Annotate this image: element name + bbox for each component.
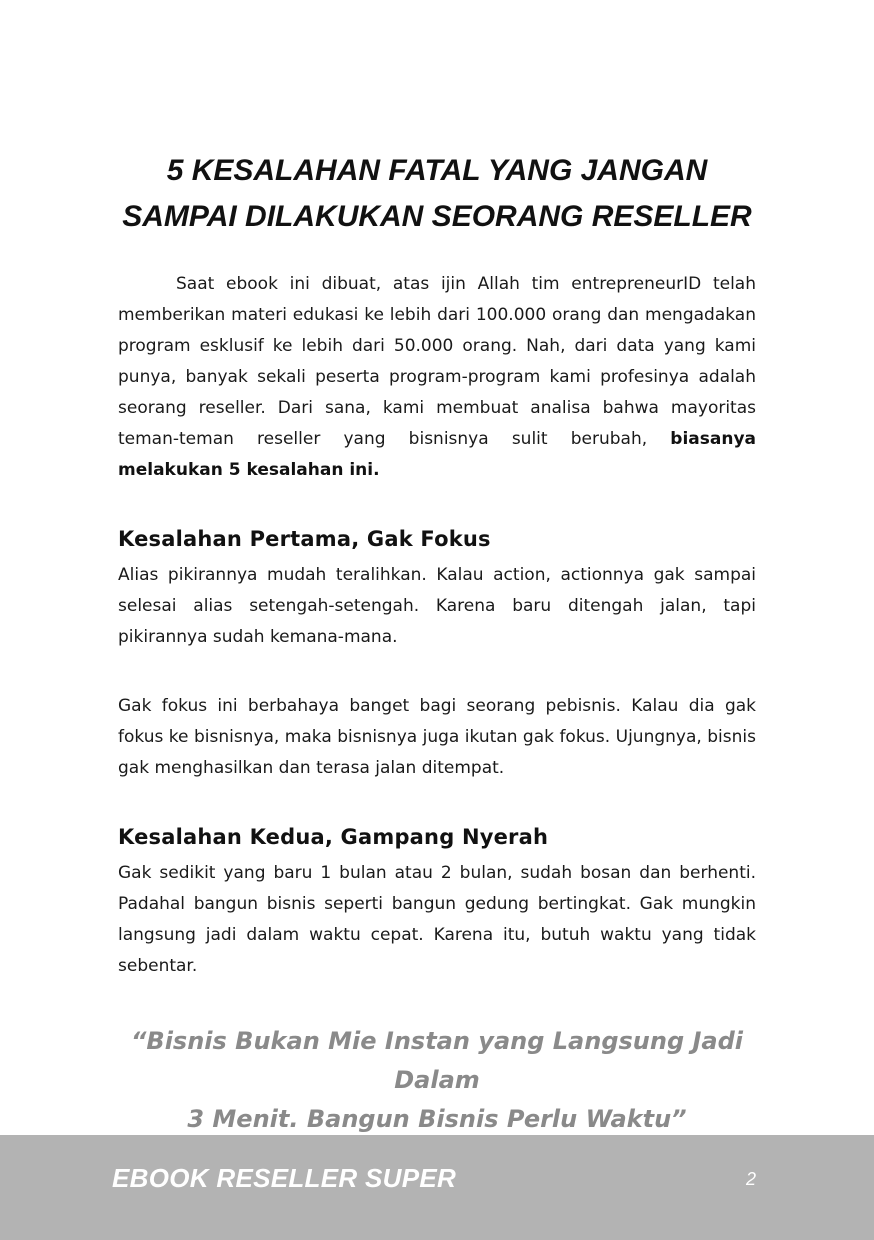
footer-title: EBOOK RESELLER SUPER: [112, 1163, 457, 1193]
pull-quote-line-2: 3 Menit. Bangun Bisnis Perlu Waktu”: [187, 1105, 687, 1133]
page-title: [60, 148, 814, 240]
page-footer: [0, 1135, 874, 1240]
section-2-paragraph-1: Gak sedikit yang baru 1 bulan atau 2 bulan, sudah bosan dan berhenti. Padahal bangun bisnis seperti bangun gedung bertingkat. Gak mungkin langsung jadi dalam waktu cepat. Karena itu, butuh waktu yang tidak sebentar.: [118, 863, 756, 976]
page-title-line-2: SAMPAI DILAKUKAN SEORANG RESELLER: [122, 200, 752, 233]
pull-quote-line-1: “Bisnis Bukan Mie Instan yang Langsung Jadi Dalam: [130, 1027, 744, 1094]
pull-quote: [100, 1022, 774, 1139]
intro-bold-text: biasanya melakukan 5 kesalahan ini.: [118, 429, 756, 480]
page-title-line-1: 5 KESALAHAN FATAL YANG JANGAN: [166, 154, 708, 187]
section-1-heading: Kesalahan Pertama, Gak Fokus: [118, 527, 491, 551]
intro-text: Saat ebook ini dibuat, atas ijin Allah tim entrepreneurID telah memberikan materi edukasi ke lebih dari 100.000 orang dan mengadakan program esklusif ke lebih dari 50.000 orang. Nah, dari data yang kami punya, banyak sekali peserta program-program kami profesinya adalah seorang reseller. Dari sana, kami membuat analisa bahwa mayoritas teman-teman reseller yang bisnisnya sulit berubah,: [118, 274, 756, 449]
page-number: 2: [745, 1169, 756, 1189]
section-2-heading: Kesalahan Kedua, Gampang Nyerah: [118, 825, 549, 849]
section-1-paragraph-1: Alias pikirannya mudah teralihkan. Kalau action, actionnya gak sampai selesai alias setengah-setengah. Karena baru ditengah jalan, tapi pikirannya sudah kemana-mana.: [118, 565, 756, 647]
intro-paragraph: [118, 269, 756, 486]
section-1-paragraph-2: Gak fokus ini berbahaya banget bagi seorang pebisnis. Kalau dia gak fokus ke bisnisnya, maka bisnisnya juga ikutan gak fokus. Ujungnya, bisnis gak menghasilkan dan terasa jalan ditempat.: [118, 696, 756, 778]
